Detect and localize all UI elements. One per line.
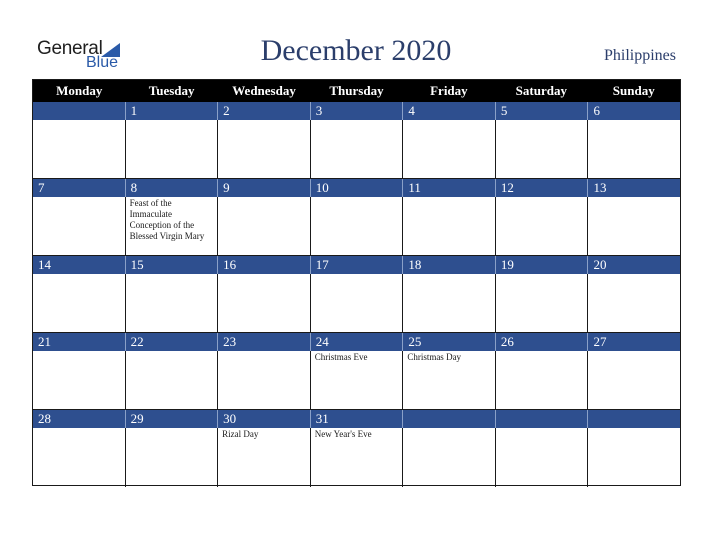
day-cell-event [125, 120, 218, 179]
day-cell-event: New Year's Eve [310, 428, 403, 487]
day-number: 29 [125, 410, 218, 428]
weekday-friday: Friday [430, 83, 468, 98]
day-cell-event [310, 120, 403, 179]
day-number: 19 [495, 256, 588, 274]
day-number [33, 102, 125, 120]
calendar-week [33, 410, 680, 487]
week-cells [33, 197, 680, 256]
day-cell-event [587, 428, 680, 487]
day-cell-event [33, 428, 125, 487]
day-cell-event [587, 274, 680, 333]
day-cell-event [217, 120, 310, 179]
week-date-bar [33, 179, 680, 197]
day-number: 12 [495, 179, 588, 197]
calendar-week [33, 333, 680, 410]
day-number: 23 [217, 333, 310, 351]
week-date-bar [33, 410, 680, 428]
day-number: 20 [587, 256, 680, 274]
day-number: 7 [38, 180, 45, 195]
day-cell-event [33, 120, 125, 179]
day-cell-event [402, 120, 495, 179]
day-number: 22 [125, 333, 218, 351]
day-cell-event [217, 351, 310, 410]
country-label: Philippines [603, 47, 676, 64]
week-cells [33, 351, 680, 410]
day-cell-event [310, 197, 403, 256]
day-number: 31 [310, 410, 403, 428]
day-cell-event [125, 351, 218, 410]
day-number: 27 [587, 333, 680, 351]
day-number: 3 [310, 102, 403, 120]
day-number: 14 [38, 257, 51, 272]
weekday-monday: Monday [56, 83, 103, 98]
day-number [402, 410, 495, 428]
day-cell-event [217, 197, 310, 256]
week-cells [33, 274, 680, 333]
day-number: 1 [125, 102, 218, 120]
weekday-saturday: Saturday [515, 83, 567, 98]
day-number [495, 410, 588, 428]
day-cell-event [495, 120, 588, 179]
logo-text-general: General [37, 38, 103, 59]
weekday-thursday: Thursday [329, 83, 384, 98]
day-cell-event [33, 274, 125, 333]
calendar-week [33, 256, 680, 333]
day-cell-event [125, 428, 218, 487]
day-cell-event [495, 428, 588, 487]
day-number: 6 [587, 102, 680, 120]
day-number: 4 [402, 102, 495, 120]
page-title: December 2020 [260, 34, 452, 67]
calendar-week [33, 179, 680, 256]
day-cell-event: Feast of the Immaculate Conception of the Blessed Virgin Mary [125, 197, 218, 256]
day-cell-event [495, 274, 588, 333]
day-cell-event [495, 197, 588, 256]
week-date-bar [33, 256, 680, 274]
week-cells [33, 428, 680, 487]
day-cell-event [33, 351, 125, 410]
day-number: 21 [38, 334, 51, 349]
day-number: 11 [402, 179, 495, 197]
logo-text-blue: Blue [86, 54, 119, 71]
day-cell-event [587, 120, 680, 179]
day-cell-event: Rizal Day [217, 428, 310, 487]
day-cell-event [587, 197, 680, 256]
day-cell-event [310, 274, 403, 333]
calendar-week [33, 102, 680, 179]
day-cell-event [587, 351, 680, 410]
day-number: 8 [125, 179, 218, 197]
day-number: 5 [495, 102, 588, 120]
day-cell-event [33, 197, 125, 256]
weekday-tuesday: Tuesday [148, 83, 195, 98]
day-number: 18 [402, 256, 495, 274]
day-number: 16 [217, 256, 310, 274]
weekday-wednesday: Wednesday [232, 83, 296, 98]
week-date-bar [33, 333, 680, 351]
day-cell-event [402, 274, 495, 333]
weekday-sunday: Sunday [612, 83, 655, 98]
week-cells [33, 120, 680, 179]
day-cell-event [495, 351, 588, 410]
day-cell-event [217, 274, 310, 333]
day-number: 24 [310, 333, 403, 351]
day-number: 25 [402, 333, 495, 351]
day-cell-event: Christmas Eve [310, 351, 403, 410]
day-cell-event [402, 197, 495, 256]
weekday-header [33, 80, 680, 102]
day-number: 26 [495, 333, 588, 351]
day-number: 13 [587, 179, 680, 197]
day-cell-event [402, 428, 495, 487]
day-number: 9 [217, 179, 310, 197]
day-number: 28 [38, 411, 51, 426]
day-number: 30 [217, 410, 310, 428]
day-cell-event: Christmas Day [402, 351, 495, 410]
day-number: 17 [310, 256, 403, 274]
day-cell-event [125, 274, 218, 333]
day-number: 2 [217, 102, 310, 120]
week-date-bar [33, 102, 680, 120]
day-number: 15 [125, 256, 218, 274]
day-number [587, 410, 680, 428]
day-number: 10 [310, 179, 403, 197]
calendar-grid [32, 79, 681, 486]
